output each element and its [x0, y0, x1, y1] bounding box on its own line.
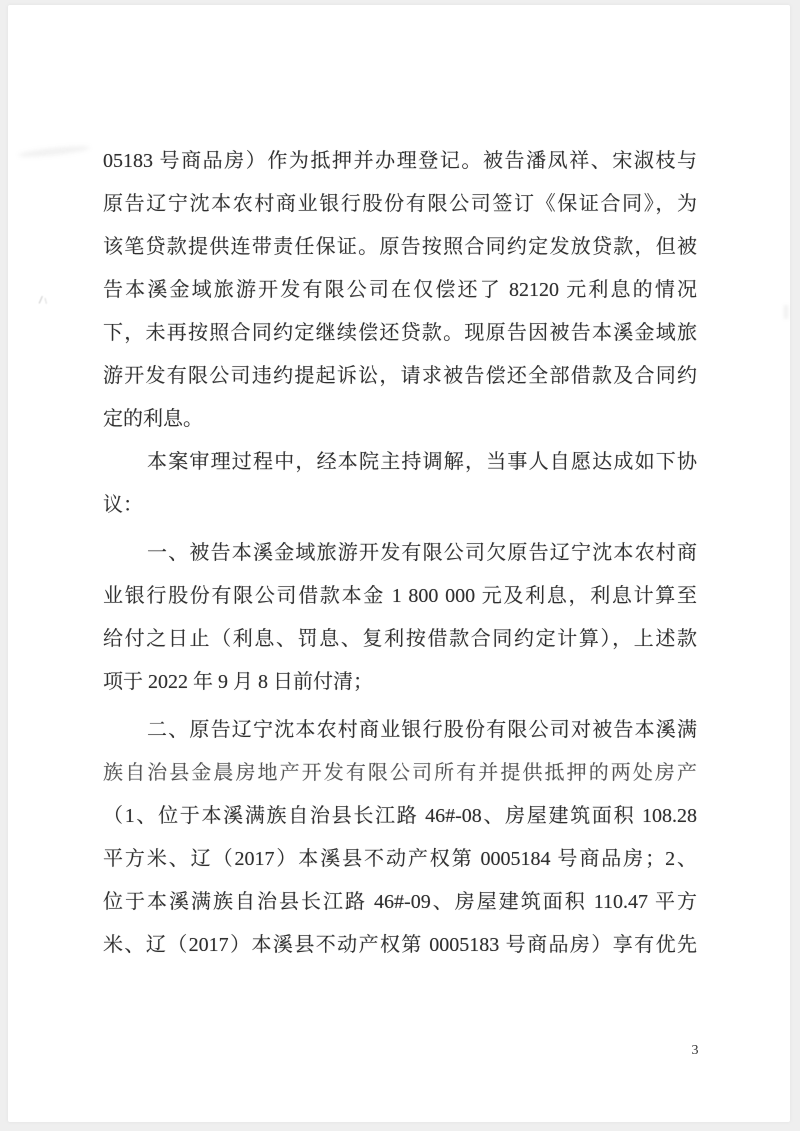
text-line: 该笔贷款提供连带责任保证。原告按照合同约定发放贷款，但被: [103, 236, 697, 258]
text-line: 业银行股份有限公司借款本金 1 800 000 元及利息，利息计算至: [103, 585, 697, 607]
document-page: [8, 5, 790, 1122]
text-line: 05183 号商品房）作为抵押并办理登记。被告潘凤祥、宋淑枝与: [103, 150, 697, 172]
text-line: 下，未再按照合同约定继续偿还贷款。现原告因被告本溪金域旅: [103, 322, 697, 344]
text-line: 米、辽（2017）本溪县不动产权第 0005183 号商品房）享有优先: [103, 934, 697, 956]
scan-artifact-mark: [39, 296, 49, 306]
scan-artifact-streak: [18, 144, 90, 158]
text-line: 告本溪金域旅游开发有限公司在仅偿还了 82120 元利息的情况: [103, 279, 697, 301]
text-line: 原告辽宁沈本农村商业银行股份有限公司签订《保证合同》，为: [103, 193, 697, 215]
text-line: 游开发有限公司违约提起诉讼，请求被告偿还全部借款及合同约: [103, 365, 697, 387]
text-line-paragraph-start: 本案审理过程中，经本院主持调解，当事人自愿达成如下协: [147, 451, 697, 473]
text-line: 项于 2022 年 9 月 8 日前付清；: [103, 671, 373, 693]
text-line-clause-1-start: 一、被告本溪金域旅游开发有限公司欠原告辽宁沈本农村商: [147, 542, 697, 564]
text-line-clause-2-start: 二、原告辽宁沈本农村商业银行股份有限公司对被告本溪满: [147, 719, 697, 741]
text-line: 位于本溪满族自治县长江路 46#-09、房屋建筑面积 110.47 平方: [103, 891, 697, 913]
text-line: 平方米、辽（2017）本溪县不动产权第 0005184 号商品房；2、: [103, 848, 697, 870]
text-line: 给付之日止（利息、罚息、复利按借款合同约定计算），上述款: [103, 628, 697, 650]
document-text-block: [103, 140, 697, 967]
text-line: 定的利息。: [103, 408, 203, 430]
scan-artifact-edge: [784, 305, 788, 319]
text-line: 议：: [103, 494, 143, 516]
text-line: 族自治县金晨房地产开发有限公司所有并提供抵押的两处房产: [103, 762, 697, 784]
text-line: （1、位于本溪满族自治县长江路 46#-08、房屋建筑面积 108.28: [103, 805, 697, 827]
page-number: 3: [691, 1043, 699, 1058]
